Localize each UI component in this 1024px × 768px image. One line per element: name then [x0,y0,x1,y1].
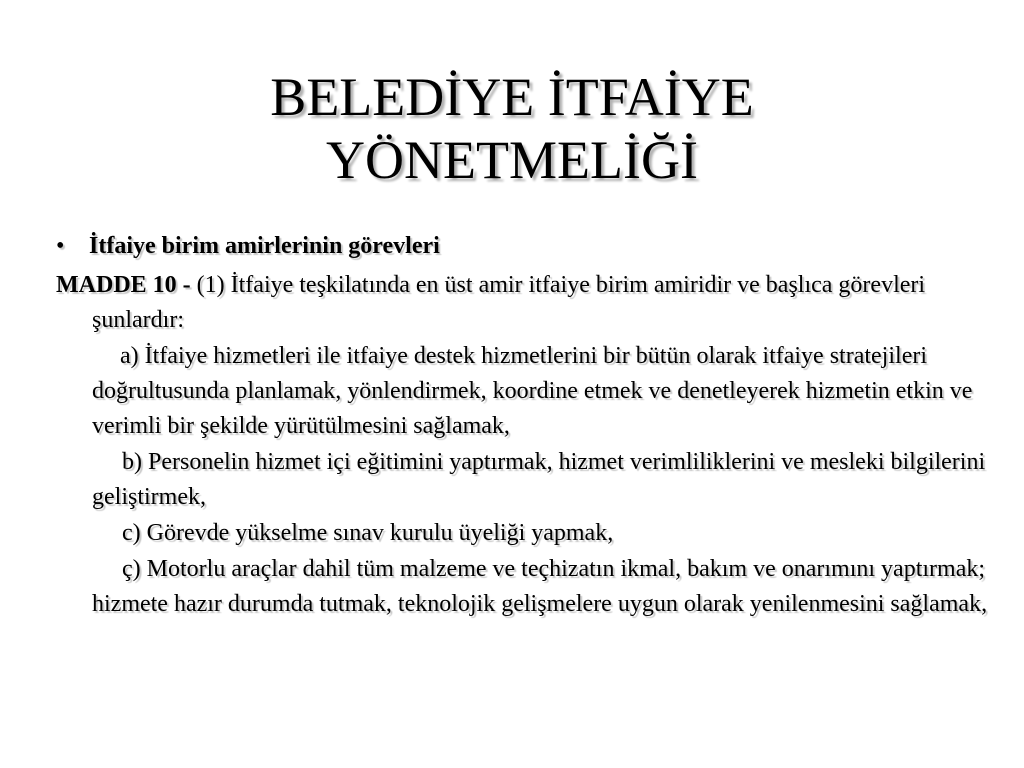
list-item-cedilla: ç) Motorlu araçlar dahil tüm malzeme ve teçhizatın ikmal, bakım ve onarımını yaptırmak; hizmete hazır durumda tutmak, teknolojik gelişmelere uygun olarak yenilenmesini sağlamak, [92,556,988,617]
slide-title [0,66,1024,192]
title-line-1: BELEDİYE İTFAİYE [270,67,754,127]
list-item-c: c) Görevde yükselme sınav kurulu üyeliği yapmak, [122,520,614,546]
list-item-a: a) İtfaiye hizmetleri ile itfaiye destek hizmetlerini bir bütün olarak itfaiye stratejileri doğrultusunda planlamak, yönlendirmek, koordine etmek ve denetleyerek hizmetin etkin ve verimli bir şekilde yürütülmesini sağlamak, [92,343,973,439]
title-line-2: YÖNETMELİĞİ [326,130,698,190]
article-intro-text: (1) İtfaiye teşkilatında en üst amir itfaiye birim amiridir ve başlıca görevleri şunlardır: [92,272,926,333]
slide-body [56,229,996,622]
bullet-heading-row [56,229,996,264]
article-paragraph [56,268,996,338]
list-item-b: b) Personelin hizmet içi eğitimini yaptırmak, hizmet verimliliklerini ve mesleki bilgilerini geliştirmek, [92,449,986,510]
section-heading: İtfaiye birim amirlerinin görevleri [89,233,440,259]
article-label: MADDE 10 - [56,272,191,298]
bullet-icon: • [56,233,65,259]
